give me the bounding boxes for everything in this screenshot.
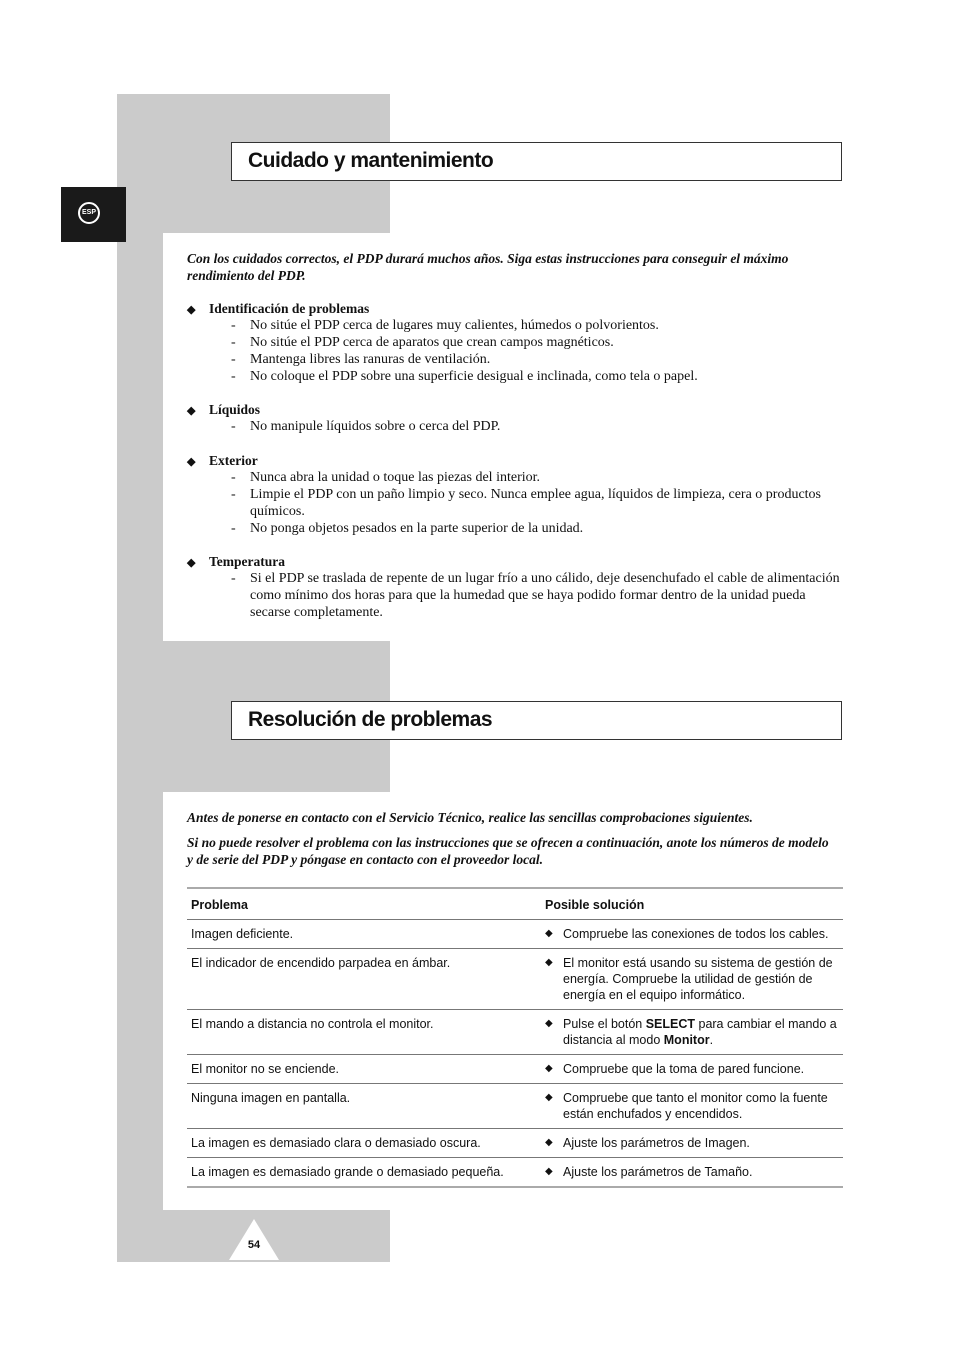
care-section-list (231, 418, 846, 435)
diamond-bullet-icon: ◆ (545, 1166, 553, 1177)
care-title: Cuidado y mantenimiento (248, 149, 494, 172)
care-section-heading: ◆ Temperatura (187, 553, 285, 572)
solution-cell: ◆ Compruebe que la toma de pared funcione. (541, 1055, 843, 1084)
problem-cell: El mando a distancia no controla el monitor. (187, 1010, 541, 1055)
diamond-bullet-icon: ◆ (187, 456, 196, 468)
diamond-bullet-icon: ◆ (545, 928, 553, 939)
diamond-bullet-icon: ◆ (545, 1137, 553, 1148)
table-row (187, 1010, 843, 1055)
table-row (187, 949, 843, 1010)
list-item: - Mantenga libres las ranuras de ventilación. (231, 351, 846, 368)
solution-cell: ◆ Ajuste los parámetros de Tamaño. (545, 1165, 753, 1179)
diamond-bullet-icon: ◆ (187, 557, 196, 569)
solution-cell: ◆ Compruebe las conexiones de todos los cables. (541, 920, 843, 949)
list-item: - Si el PDP se traslada de repente de un lugar frío a uno cálido, deje desenchufado el cable de alimentación como mínimo dos horas para que la humedad que se haya podido formar dentro de la unidad pueda secarse completamente. (231, 570, 846, 621)
care-section-list (231, 469, 846, 537)
list-item: - Nunca abra la unidad o toque las piezas del interior. (231, 469, 846, 486)
troubleshooting-title: Resolución de problemas (248, 708, 493, 731)
problem-cell: El indicador de encendido parpadea en ámbar. (187, 949, 541, 1010)
table-row (187, 1158, 843, 1188)
diamond-bullet-icon: ◆ (545, 1063, 553, 1074)
problem-cell: Imagen deficiente. (187, 920, 541, 949)
list-item: - No manipule líquidos sobre o cerca del PDP. (231, 418, 846, 435)
language-tab (61, 187, 126, 242)
care-section-heading: ◆ Identificación de problemas (187, 300, 369, 319)
diamond-bullet-icon: ◆ (187, 304, 196, 316)
table-row (187, 1084, 843, 1129)
diamond-bullet-icon: ◆ (545, 1018, 553, 1029)
care-section-list (231, 570, 846, 621)
page-number: 54 (247, 1239, 261, 1251)
troubleshooting-title-box (231, 701, 842, 740)
diamond-bullet-icon: ◆ (187, 405, 196, 417)
care-intro: Con los cuidados correctos, el PDP durará muchos años. Siga estas instrucciones para conseguir el máximo rendimiento del PDP. (187, 251, 789, 283)
problem-cell: La imagen es demasiado clara o demasiado oscura. (187, 1129, 541, 1158)
troubleshooting-intro-2: Si no puede resolver el problema con las instrucciones que se ofrecen a continuación, anote los números de modelo y de serie del PDP y póngase en contacto con el proveedor local. (187, 835, 829, 867)
table-row (187, 1055, 843, 1084)
solution-cell: ◆ Compruebe que tanto el monitor como la fuente están enchufados y encendidos. (541, 1084, 843, 1129)
table-row (187, 920, 843, 949)
care-section-heading: ◆ Exterior (187, 452, 258, 471)
care-section-list (231, 317, 846, 385)
problem-cell: El monitor no se enciende. (187, 1055, 541, 1084)
solution-cell: ◆ El monitor está usando su sistema de gestión de energía. Compruebe la utilidad de gestión de energía en el equipo informático. (541, 949, 843, 1010)
table-header-row (187, 888, 843, 920)
problem-cell: La imagen es demasiado grande o demasiado pequeña. (191, 1165, 504, 1179)
list-item: - No sitúe el PDP cerca de aparatos que crean campos magnéticos. (231, 334, 846, 351)
list-item: - No sitúe el PDP cerca de lugares muy calientes, húmedos o polvorientos. (231, 317, 846, 334)
care-section-heading: ◆ Líquidos (187, 401, 260, 420)
list-item: - No ponga objetos pesados en la parte superior de la unidad. (231, 520, 846, 537)
column-header-problem: Problema (187, 888, 541, 920)
list-item: - No coloque el PDP sobre una superficie desigual e inclinada, como tela o papel. (231, 368, 846, 385)
table-row (187, 1129, 843, 1158)
troubleshooting-intro-1: Antes de ponerse en contacto con el Servicio Técnico, realice las sencillas comprobaciones siguientes. (187, 810, 753, 825)
troubleshooting-table (187, 887, 843, 1188)
list-item: - Limpie el PDP con un paño limpio y seco. Nunca emplee agua, líquidos de limpieza, cera o productos químicos. (231, 486, 846, 520)
language-badge: ESP (78, 202, 100, 224)
diamond-bullet-icon: ◆ (545, 1092, 553, 1103)
column-header-solution: Posible solución (541, 888, 843, 920)
solution-cell: ◆ Pulse el botón SELECT para cambiar el mando a distancia al modo Monitor. (541, 1010, 843, 1055)
solution-cell: ◆ Ajuste los parámetros de Imagen. (541, 1129, 843, 1158)
care-title-box (231, 142, 842, 181)
problem-cell: Ninguna imagen en pantalla. (187, 1084, 541, 1129)
diamond-bullet-icon: ◆ (545, 957, 553, 968)
